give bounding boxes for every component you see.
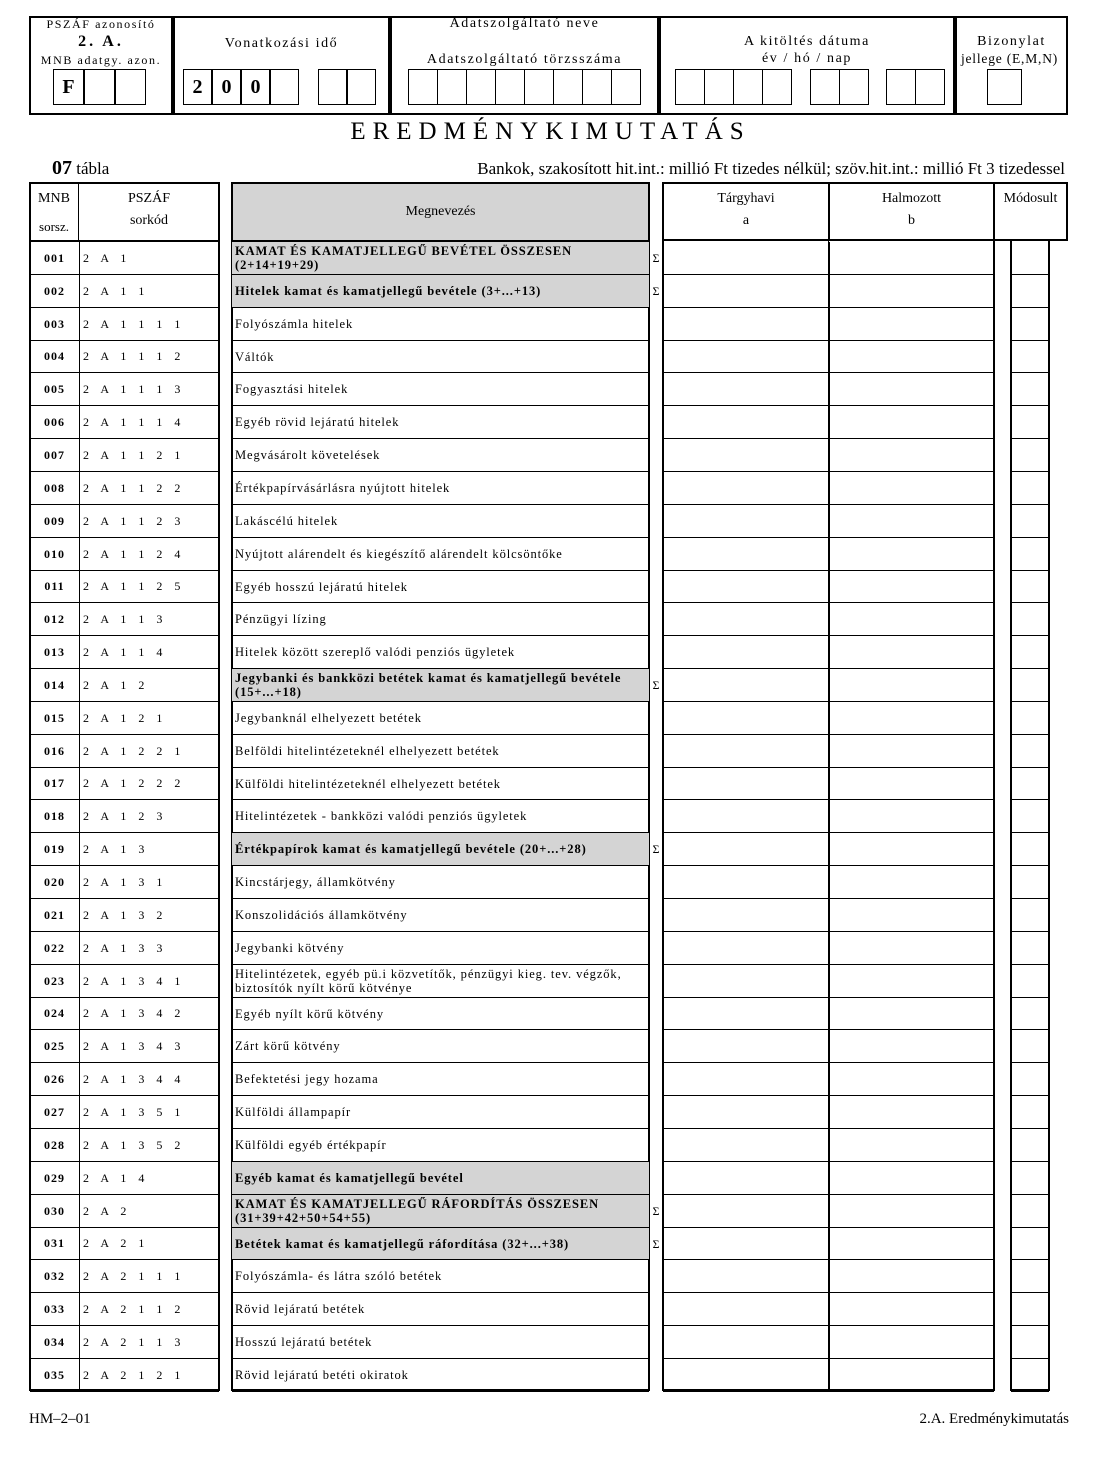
row-code: 2 A 1 — [79, 242, 219, 275]
row-number: 017 — [30, 768, 79, 800]
row-number: 035 — [30, 1359, 79, 1392]
period-digit-4[interactable] — [270, 69, 299, 105]
row-name: Külföldi állampapír — [232, 1096, 649, 1129]
current-value-cell[interactable] — [663, 899, 829, 932]
date-digit-7[interactable] — [886, 69, 916, 105]
modified-cell[interactable] — [1011, 998, 1049, 1030]
provider-id-digit-3[interactable] — [466, 69, 496, 105]
modified-cell[interactable] — [1011, 899, 1049, 932]
modified-cell[interactable] — [1011, 1129, 1049, 1162]
cumulative-value-cell[interactable] — [829, 373, 994, 406]
footer-form-code: HM–2–01 — [29, 1411, 91, 1427]
table-number — [52, 157, 109, 180]
row-code: 2 A 1 3 4 4 — [79, 1063, 219, 1096]
current-value-cell[interactable] — [663, 275, 829, 308]
row-name: Rövid lejáratú betétek — [232, 1293, 649, 1326]
cumulative-value-cell[interactable] — [829, 1096, 994, 1129]
current-value-cell[interactable] — [663, 932, 829, 965]
date-digit-5[interactable] — [810, 69, 840, 105]
date-digit-4[interactable] — [762, 69, 792, 105]
current-value-cell[interactable] — [663, 1030, 829, 1063]
current-value-cell[interactable] — [663, 571, 829, 603]
modified-cell[interactable] — [1011, 735, 1049, 768]
row-number: 021 — [30, 899, 79, 932]
cumulative-value-cell[interactable] — [829, 1228, 994, 1260]
cumulative-value-cell[interactable] — [829, 1195, 994, 1228]
mnb-id-field[interactable]: F — [53, 69, 84, 105]
row-number: 005 — [30, 373, 79, 406]
row-code: 2 A 1 3 2 — [79, 899, 219, 932]
modified-cell[interactable] — [1011, 768, 1049, 800]
cumulative-value-cell[interactable] — [829, 1030, 994, 1063]
row-number: 019 — [30, 833, 79, 866]
modified-cell[interactable] — [1011, 571, 1049, 603]
cumulative-value-cell[interactable] — [829, 603, 994, 636]
row-name: Egyéb hosszú lejáratú hitelek — [232, 571, 649, 603]
modified-cell[interactable] — [1011, 669, 1049, 702]
row-code: 2 A 2 1 1 2 — [79, 1293, 219, 1326]
row-code: 2 A 1 3 — [79, 833, 219, 866]
current-header-sub: a — [742, 213, 750, 228]
row-name: Egyéb kamat és kamatjellegű bevétel — [232, 1162, 649, 1195]
row-name: Értékpapírok kamat és kamatjellegű bevétele (20+...+28) — [232, 833, 649, 866]
row-code: 2 A 1 3 4 3 — [79, 1030, 219, 1063]
modified-cell[interactable] — [1011, 275, 1049, 308]
row-name: Kincstárjegy, államkötvény — [232, 866, 649, 899]
current-value-cell[interactable] — [663, 965, 829, 998]
row-code: 2 A 2 — [79, 1195, 219, 1228]
row-code: 2 A 1 3 4 2 — [79, 998, 219, 1030]
row-code: 2 A 2 1 1 3 — [79, 1326, 219, 1359]
current-value-cell[interactable] — [663, 538, 829, 571]
row-name: Egyéb rövid lejáratú hitelek — [232, 406, 649, 439]
modified-cell[interactable] — [1011, 308, 1049, 341]
period-digit-6[interactable] — [347, 69, 376, 105]
modified-cell[interactable] — [1011, 1293, 1049, 1326]
modified-cell[interactable] — [1011, 1195, 1049, 1228]
sum-icon: Σ — [652, 284, 660, 298]
current-value-cell[interactable] — [663, 1260, 829, 1293]
row-name: KAMAT ÉS KAMATJELLEGŰ RÁFORDÍTÁS ÖSSZESEN (31+39+42+50+54+55) — [232, 1195, 649, 1228]
sum-icon: Σ — [652, 251, 660, 265]
row-number: 014 — [30, 669, 79, 702]
footer-form-title: 2.A. Eredménykimutatás — [919, 1411, 1069, 1427]
cumulative-value-cell[interactable] — [829, 505, 994, 538]
cumulative-value-cell[interactable] — [829, 1326, 994, 1359]
cumulative-value-cell[interactable] — [829, 833, 994, 866]
row-name: Betétek kamat és kamatjellegű ráfordítása (32+...+38) — [232, 1228, 649, 1260]
row-number: 006 — [30, 406, 79, 439]
row-code: 2 A 1 4 — [79, 1162, 219, 1195]
row-code: 2 A 1 1 1 3 — [79, 373, 219, 406]
row-code: 2 A 1 3 5 1 — [79, 1096, 219, 1129]
current-header-label: Tárgyhavi — [717, 191, 775, 206]
row-name: Hitelintézetek - bankközi valódi penziós ügyletek — [232, 800, 649, 833]
row-number: 031 — [30, 1228, 79, 1260]
provider-id-digit-2[interactable] — [437, 69, 467, 105]
cumulative-value-cell[interactable] — [829, 439, 994, 472]
current-value-cell[interactable] — [663, 702, 829, 735]
current-value-cell[interactable] — [663, 439, 829, 472]
current-header — [664, 188, 828, 232]
doc-type-sub: jellege (E,M,N) — [960, 51, 1059, 66]
cumulative-header-sub: b — [908, 213, 915, 228]
row-code: 2 A 1 2 2 2 — [79, 768, 219, 800]
modified-cell[interactable] — [1011, 702, 1049, 735]
row-code: 2 A 1 1 2 2 — [79, 472, 219, 505]
cumulative-value-cell[interactable] — [829, 669, 994, 702]
row-name: Lakáscélú hitelek — [232, 505, 649, 538]
modified-cell[interactable] — [1011, 833, 1049, 866]
row-name: Konszolidációs államkötvény — [232, 899, 649, 932]
row-number: 034 — [30, 1326, 79, 1359]
mnb-label: MNB adatgy. azon. — [40, 53, 162, 67]
current-value-cell[interactable] — [663, 308, 829, 341]
cumulative-value-cell[interactable] — [829, 341, 994, 373]
row-number: 029 — [30, 1162, 79, 1195]
row-name: Hitelintézetek, egyéb pü.i közvetítők, pénzügyi kieg. tev. végzők, biztosítók nyílt körű kötvénye — [232, 965, 649, 998]
row-name: Rövid lejáratú betéti okiratok — [232, 1359, 649, 1392]
current-value-cell[interactable] — [663, 373, 829, 406]
period-digit-1[interactable]: 2 — [183, 69, 212, 105]
current-value-cell[interactable] — [663, 505, 829, 538]
modified-cell[interactable] — [1011, 636, 1049, 669]
modified-cell[interactable] — [1011, 406, 1049, 439]
row-code: 2 A 2 1 — [79, 1228, 219, 1260]
cumulative-value-cell[interactable] — [829, 472, 994, 505]
row-code: 2 A 1 1 1 1 — [79, 308, 219, 341]
row-name: Hitelek kamat és kamatjellegű bevétele (3+...+13) — [232, 275, 649, 308]
row-number: 012 — [30, 603, 79, 636]
row-code: 2 A 1 1 3 — [79, 603, 219, 636]
row-name: Nyújtott alárendelt és kiegészítő alárendelt kölcsöntőke — [232, 538, 649, 571]
row-name: Belföldi hitelintézeteknél elhelyezett betétek — [232, 735, 649, 768]
cumulative-header-label: Halmozott — [881, 191, 942, 206]
row-number: 026 — [30, 1063, 79, 1096]
current-value-cell[interactable] — [663, 1326, 829, 1359]
row-code: 2 A 1 2 1 — [79, 702, 219, 735]
row-code: 2 A 1 1 — [79, 275, 219, 308]
date-digit-8[interactable] — [915, 69, 945, 105]
date-format: év / hó / nap — [761, 51, 852, 66]
cumulative-value-cell[interactable] — [829, 275, 994, 308]
modified-cell[interactable] — [1011, 341, 1049, 373]
cumulative-value-cell[interactable] — [829, 866, 994, 899]
period-digit-2[interactable]: 0 — [212, 69, 241, 105]
pszaf-header — [79, 188, 219, 232]
row-number: 010 — [30, 538, 79, 571]
row-number: 028 — [30, 1129, 79, 1162]
current-value-cell[interactable] — [663, 341, 829, 373]
row-code: 2 A 1 1 2 1 — [79, 439, 219, 472]
row-number: 002 — [30, 275, 79, 308]
current-value-cell[interactable] — [663, 998, 829, 1030]
cumulative-value-cell[interactable] — [829, 702, 994, 735]
row-number: 030 — [30, 1195, 79, 1228]
modified-cell[interactable] — [1011, 505, 1049, 538]
cumulative-value-cell[interactable] — [829, 308, 994, 341]
sum-icon: Σ — [652, 1236, 660, 1251]
table-no: 07 — [52, 157, 72, 179]
date-label: A kitöltés dátuma — [744, 34, 870, 49]
doc-type-label: Bizonylat — [977, 34, 1046, 49]
modified-cell[interactable] — [1011, 965, 1049, 998]
modified-cell[interactable] — [1011, 603, 1049, 636]
row-name: Megvásárolt követelések — [232, 439, 649, 472]
sum-icon: Σ — [652, 1204, 660, 1218]
units-note: Bankok, szakosított hit.int.: millió Ft tizedes nélkül; szöv.hit.int.: millió Ft 3 tizedessel — [477, 159, 1065, 178]
provider-id-digit-4[interactable] — [495, 69, 525, 105]
date-digit-2[interactable] — [704, 69, 734, 105]
cumulative-value-cell[interactable] — [829, 1293, 994, 1326]
modified-cell[interactable] — [1011, 439, 1049, 472]
modified-cell[interactable] — [1011, 1260, 1049, 1293]
pszaf-label: PSZÁF azonosító — [46, 17, 156, 31]
row-name: Zárt körű kötvény — [232, 1030, 649, 1063]
row-name: Pénzügyi lízing — [232, 603, 649, 636]
provider-id-digit-5[interactable] — [524, 69, 554, 105]
provider-id-label: Adatszolgáltató törzsszáma — [426, 52, 623, 67]
row-name: Folyószámla- és látra szóló betétek — [232, 1260, 649, 1293]
current-value-cell[interactable] — [663, 1129, 829, 1162]
cumulative-value-cell[interactable] — [829, 1129, 994, 1162]
cumulative-value-cell[interactable] — [829, 965, 994, 998]
row-name: Külföldi hitelintézeteknél elhelyezett betétek — [232, 768, 649, 800]
current-value-cell[interactable] — [663, 800, 829, 833]
mnb-header-sub: sorsz. — [39, 219, 69, 234]
modified-cell[interactable] — [1011, 242, 1049, 275]
current-value-cell[interactable] — [663, 768, 829, 800]
mnb-header — [30, 188, 78, 238]
cumulative-value-cell[interactable] — [829, 998, 994, 1030]
modified-cell[interactable] — [1011, 1162, 1049, 1195]
mnb-id-field-2[interactable] — [84, 69, 115, 105]
period-digit-3[interactable]: 0 — [241, 69, 270, 105]
pszaf-header-label: PSZÁF — [127, 191, 171, 206]
row-code: 2 A 1 3 5 2 — [79, 1129, 219, 1162]
current-value-cell[interactable] — [663, 866, 829, 899]
cumulative-value-cell[interactable] — [829, 571, 994, 603]
row-code: 2 A 1 1 2 3 — [79, 505, 219, 538]
current-value-cell[interactable] — [663, 1063, 829, 1096]
modified-cell[interactable] — [1011, 373, 1049, 406]
row-code: 2 A 1 3 3 — [79, 932, 219, 965]
row-name: Hitelek között szereplő valódi penziós ügyletek — [232, 636, 649, 669]
current-value-cell[interactable] — [663, 1162, 829, 1195]
modified-cell[interactable] — [1011, 800, 1049, 833]
provider-id-digit-7[interactable] — [582, 69, 612, 105]
period-label: Vonatkozási idő — [224, 36, 339, 51]
row-number: 003 — [30, 308, 79, 341]
row-code: 2 A 1 1 1 2 — [79, 341, 219, 373]
modified-cell[interactable] — [1011, 866, 1049, 899]
row-number: 013 — [30, 636, 79, 669]
row-name: Jegybanki és bankközi betétek kamat és kamatjellegű bevétele (15+...+18) — [232, 669, 649, 702]
row-code: 2 A 1 1 2 5 — [79, 571, 219, 603]
row-number: 016 — [30, 735, 79, 768]
row-code: 2 A 1 1 4 — [79, 636, 219, 669]
cumulative-value-cell[interactable] — [829, 932, 994, 965]
modified-cell[interactable] — [1011, 1030, 1049, 1063]
form-code: 2. A. — [78, 33, 124, 50]
provider-id-digit-1[interactable] — [408, 69, 438, 105]
current-value-cell[interactable] — [663, 669, 829, 702]
table-word: tábla — [76, 159, 110, 178]
row-number: 001 — [30, 242, 79, 275]
page-title: EREDMÉNYKIMUTATÁS — [350, 118, 751, 145]
row-number: 020 — [30, 866, 79, 899]
row-code: 2 A 1 2 — [79, 669, 219, 702]
row-code: 2 A 1 2 3 — [79, 800, 219, 833]
modified-cell[interactable] — [1011, 472, 1049, 505]
row-code: 2 A 1 3 1 — [79, 866, 219, 899]
current-value-cell[interactable] — [663, 636, 829, 669]
current-value-cell[interactable] — [663, 1293, 829, 1326]
cumulative-value-cell[interactable] — [829, 1260, 994, 1293]
row-code: 2 A 1 1 2 4 — [79, 538, 219, 571]
row-code: 2 A 1 2 2 1 — [79, 735, 219, 768]
modified-cell[interactable] — [1011, 538, 1049, 571]
row-number: 027 — [30, 1096, 79, 1129]
provider-id-digit-8[interactable] — [611, 69, 641, 105]
cumulative-value-cell[interactable] — [829, 800, 994, 833]
row-name: Váltók — [232, 341, 649, 373]
row-number: 023 — [30, 965, 79, 998]
row-code: 2 A 1 1 1 4 — [79, 406, 219, 439]
cumulative-value-cell[interactable] — [829, 1063, 994, 1096]
modified-cell[interactable] — [1011, 1326, 1049, 1359]
doc-type-field[interactable] — [987, 69, 1022, 105]
cumulative-value-cell[interactable] — [829, 538, 994, 571]
current-value-cell[interactable] — [663, 833, 829, 866]
current-value-cell[interactable] — [663, 1359, 829, 1392]
provider-id-digit-6[interactable] — [553, 69, 583, 105]
date-digit-1[interactable] — [675, 69, 705, 105]
row-number: 025 — [30, 1030, 79, 1063]
row-name: Befektetési jegy hozama — [232, 1063, 649, 1096]
row-number: 022 — [30, 932, 79, 965]
row-number: 007 — [30, 439, 79, 472]
current-value-cell[interactable] — [663, 603, 829, 636]
row-name: Folyószámla hitelek — [232, 308, 649, 341]
period-digit-5[interactable] — [318, 69, 347, 105]
row-name: Jegybanki kötvény — [232, 932, 649, 965]
modified-cell[interactable] — [1011, 1063, 1049, 1096]
row-name: KAMAT ÉS KAMATJELLEGŰ BEVÉTEL ÖSSZESEN (2+14+19+29) — [232, 242, 649, 275]
row-number: 004 — [30, 341, 79, 373]
row-name: Fogyasztási hitelek — [232, 373, 649, 406]
current-value-cell[interactable] — [663, 472, 829, 505]
cumulative-value-cell[interactable] — [829, 735, 994, 768]
modified-cell[interactable] — [1011, 1228, 1049, 1260]
current-value-cell[interactable] — [663, 1096, 829, 1129]
provider-name-label: Adatszolgáltató neve — [449, 16, 600, 31]
cumulative-header — [830, 188, 993, 232]
current-value-cell[interactable] — [663, 1228, 829, 1260]
pszaf-header-sub: sorkód — [129, 213, 169, 228]
row-name: Jegybanknál elhelyezett betétek — [232, 702, 649, 735]
row-name: Külföldi egyéb értékpapír — [232, 1129, 649, 1162]
row-code: 2 A 2 1 1 1 — [79, 1260, 219, 1293]
row-number: 011 — [30, 571, 79, 603]
row-number: 008 — [30, 472, 79, 505]
row-name: Értékpapírvásárlásra nyújtott hitelek — [232, 472, 649, 505]
current-value-cell[interactable] — [663, 242, 829, 275]
cumulative-value-cell[interactable] — [829, 1359, 994, 1392]
current-value-cell[interactable] — [663, 406, 829, 439]
mnb-id-field-3[interactable] — [115, 69, 146, 105]
cumulative-value-cell[interactable] — [829, 1162, 994, 1195]
row-name: Hosszú lejáratú betétek — [232, 1326, 649, 1359]
row-name: Egyéb nyílt körű kötvény — [232, 998, 649, 1030]
mnb-header-label: MNB — [38, 191, 70, 206]
modified-cell[interactable] — [1011, 1359, 1049, 1392]
row-code: 2 A 1 3 4 1 — [79, 965, 219, 998]
sum-icon: Σ — [652, 678, 660, 692]
date-digit-6[interactable] — [839, 69, 869, 105]
cumulative-value-cell[interactable] — [829, 768, 994, 800]
row-number: 033 — [30, 1293, 79, 1326]
cumulative-value-cell[interactable] — [829, 899, 994, 932]
current-value-cell[interactable] — [663, 1195, 829, 1228]
row-number: 032 — [30, 1260, 79, 1293]
row-number: 015 — [30, 702, 79, 735]
row-number: 018 — [30, 800, 79, 833]
sum-icon: Σ — [652, 842, 660, 856]
date-digit-3[interactable] — [733, 69, 763, 105]
row-code: 2 A 2 1 2 1 — [79, 1359, 219, 1392]
name-header: Megnevezés — [405, 204, 476, 219]
row-number: 024 — [30, 998, 79, 1030]
cumulative-value-cell[interactable] — [829, 406, 994, 439]
cumulative-value-cell[interactable] — [829, 242, 994, 275]
cumulative-value-cell[interactable] — [829, 636, 994, 669]
modified-cell[interactable] — [1011, 1096, 1049, 1129]
current-value-cell[interactable] — [663, 735, 829, 768]
row-number: 009 — [30, 505, 79, 538]
modified-header: Módosult — [1003, 191, 1058, 206]
modified-cell[interactable] — [1011, 932, 1049, 965]
